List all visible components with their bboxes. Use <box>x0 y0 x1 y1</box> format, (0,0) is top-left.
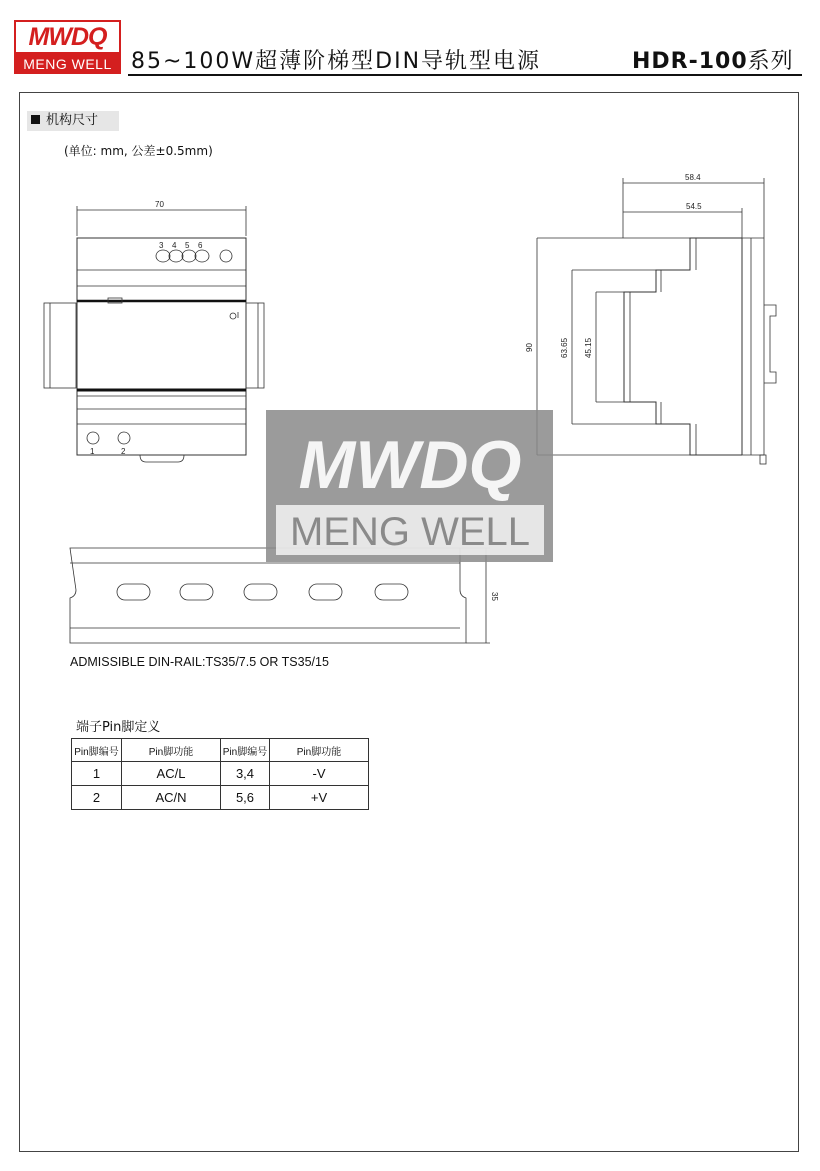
table-row <box>72 762 369 786</box>
column-header: Pin脚功能 <box>270 739 369 762</box>
dim-rail-height: 35 <box>490 592 499 601</box>
terminal-label-5: 5 <box>185 241 190 250</box>
column-header: Pin脚功能 <box>122 739 221 762</box>
pin-table-title: 端子Pin脚定义 <box>76 720 161 735</box>
section-label-text: 机构尺寸 <box>46 113 99 128</box>
table-cell: +V <box>270 786 369 810</box>
table-cell: 5,6 <box>221 786 270 810</box>
dim-top-height: 45.15 <box>584 337 593 358</box>
watermark <box>266 410 553 562</box>
table-cell: AC/L <box>122 762 221 786</box>
table-cell: 2 <box>72 786 122 810</box>
table-cell: -V <box>270 762 369 786</box>
table-row <box>72 786 369 810</box>
dim-step-height: 63.65 <box>560 337 569 358</box>
logo-text-top: MWDQ <box>28 23 107 51</box>
dim-body-depth: 54.5 <box>686 202 702 211</box>
front-view <box>44 206 264 462</box>
column-header: Pin脚编号 <box>221 739 270 762</box>
dim-height: 90 <box>525 343 534 352</box>
side-view <box>537 178 776 464</box>
din-rail-note: ADMISSIBLE DIN-RAIL:TS35/7.5 OR TS35/15 <box>70 655 329 669</box>
terminal-label-4: 4 <box>172 241 177 250</box>
column-header: Pin脚编号 <box>72 739 122 762</box>
logo-text-bottom: MENG WELL <box>23 56 112 72</box>
series-model: HDR-100 <box>632 49 748 74</box>
series-suffix: 系列 <box>747 49 794 74</box>
table-cell: AC/N <box>122 786 221 810</box>
terminal-label-1: 1 <box>90 447 95 456</box>
table-cell: 1 <box>72 762 122 786</box>
din-rail-drawing <box>70 548 490 643</box>
terminal-label-2: 2 <box>121 447 126 456</box>
dim-overall-depth: 58.4 <box>685 173 701 182</box>
terminal-label-3: 3 <box>159 241 164 250</box>
page-title: 85~100W超薄阶梯型DIN导轨型电源 <box>131 49 542 74</box>
terminal-label-6: 6 <box>198 241 203 250</box>
table-header-row <box>72 739 369 762</box>
dim-front-width: 70 <box>155 200 164 209</box>
watermark-text-top: MWDQ <box>298 427 522 503</box>
pin-definition-table <box>71 738 369 810</box>
units-note: (单位: mm, 公差±0.5mm) <box>64 144 213 158</box>
watermark-text-bottom: MENG WELL <box>289 510 531 554</box>
table-cell: 3,4 <box>221 762 270 786</box>
